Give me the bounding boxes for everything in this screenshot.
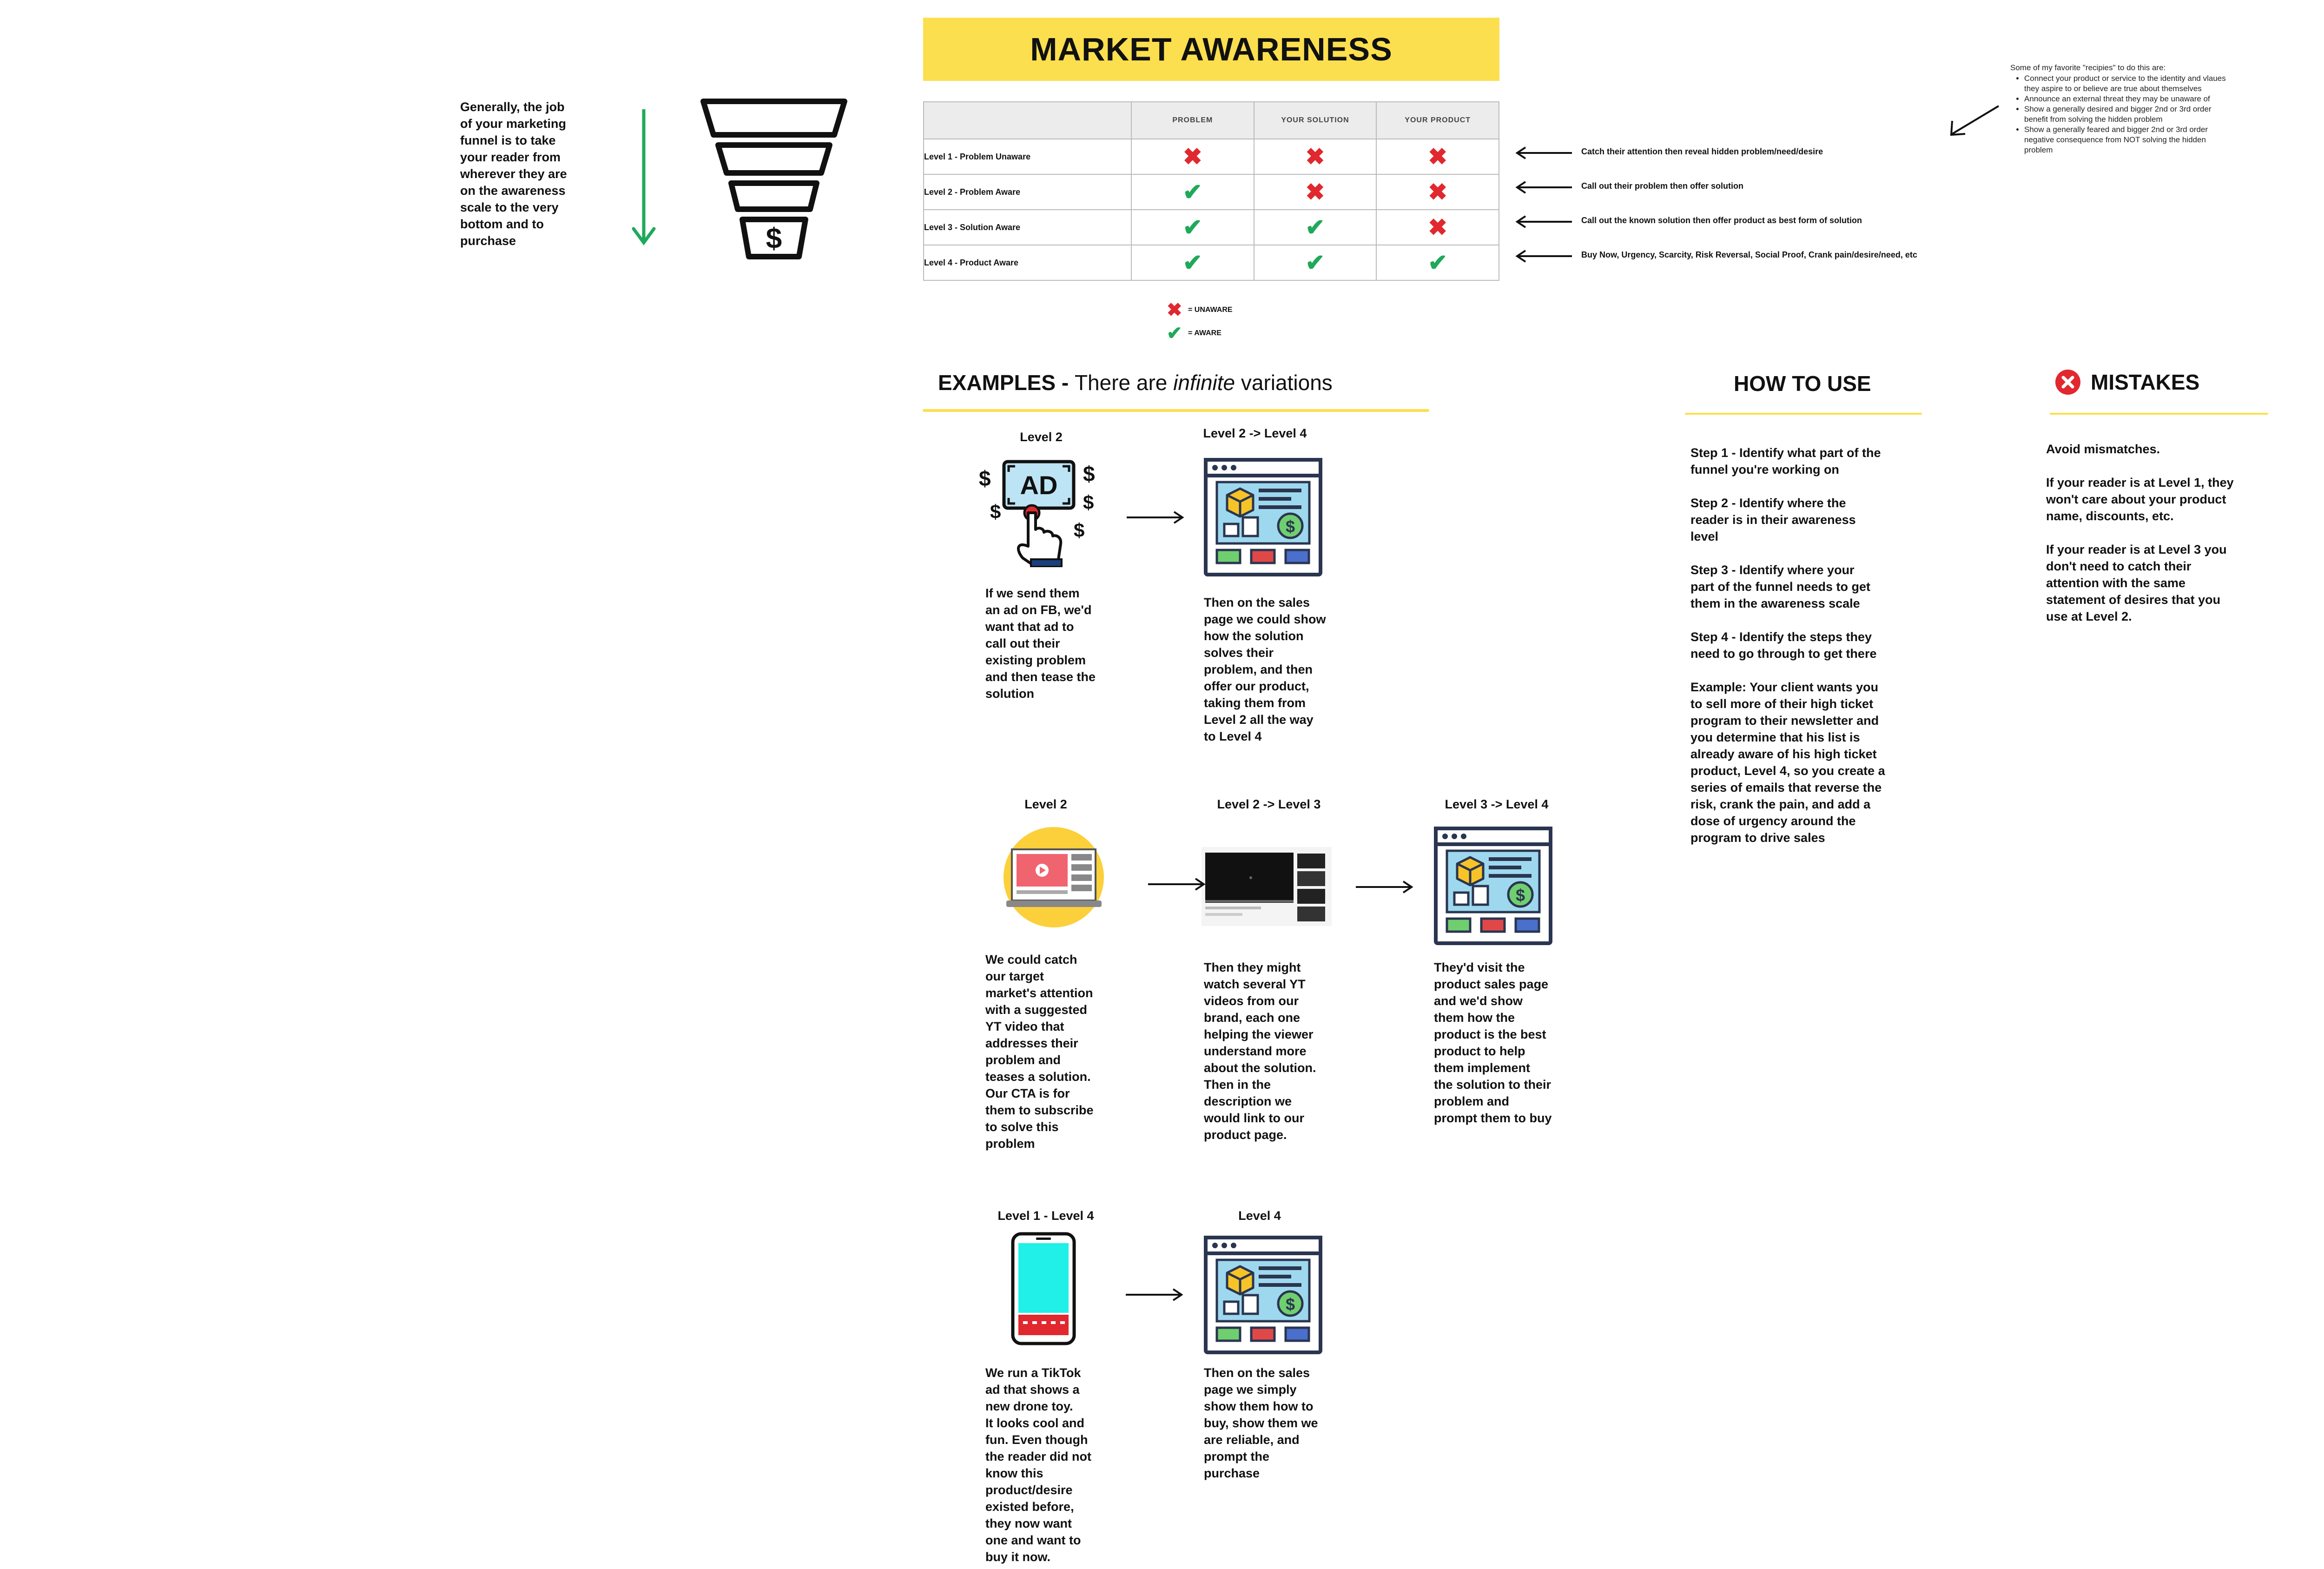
check-mark-icon: ✔ [1182,179,1202,205]
arrow-left-icon [1514,249,1575,263]
svg-text:$: $ [990,501,1001,523]
table-row [924,245,1499,280]
row-note: Call out their problem then offer solution [1581,181,1743,191]
row2-label-a: Level 2 [1024,797,1067,811]
sales-page-icon [1204,458,1322,579]
table-cell [1254,210,1377,245]
arrow-right-icon [1126,510,1186,524]
column-header: YOUR SOLUTION [1254,102,1377,139]
table-cell [1131,139,1254,174]
intro-text: Generally, the job of your marketing funnel is to take your reader from wherever they are on the awareness scale to the very bottom and to purchase [460,100,567,248]
row3-label-b: Level 4 [1238,1209,1281,1223]
row-note: Catch their attention then reveal hidden problem/need/desire [1581,147,1823,156]
row1-label-b: Level 2 -> Level 4 [1203,426,1307,440]
row-note: Call out the known solution then offer product as best form of solution [1581,216,1862,225]
mistakes-underline [2050,413,2268,415]
table-cell [1376,174,1499,210]
sales-page-icon [1434,827,1552,947]
arrow-left-icon [1514,146,1575,160]
svg-text:$: $ [1285,1295,1295,1314]
examples-underline [923,409,1429,412]
mistakes-heading: MISTAKES [2054,369,2199,396]
arrow-right-icon [1147,877,1208,891]
page-title: MARKET AWARENESS [1030,31,1393,67]
table-cell [1131,174,1254,210]
check-mark-icon: ✔ [1305,250,1325,276]
legend [1167,298,1233,345]
arrow-left-icon [1514,180,1575,194]
table-cell [1254,245,1377,280]
row-label: Level 1 - Problem Unaware [924,139,1131,174]
awareness-table [923,101,1499,281]
table-row [924,210,1499,245]
recipe-item: • Connect your product or service to the identity and vlaues they aspire to or believe are true about themselves [2024,73,2324,94]
check-mark-icon: ✔ [1167,323,1182,344]
arrow-right-icon [1355,880,1415,894]
column-header: PROBLEM [1131,102,1254,139]
check-mark-icon: ✔ [1305,214,1325,240]
how-to-use-underline [1685,413,1922,415]
arrow-right-icon [1125,1288,1185,1302]
tiktok-phone-icon [1011,1232,1076,1346]
youtube-laptop-icon [1002,825,1106,930]
recipe-item: • Announce an external threat they may be unaware of [2024,94,2324,104]
row3-text-a: We run a TikTok ad that shows a new drone toy. It looks cool and fun. Even though the reader did not know this product/desire existed before, they now want one and want to buy it now. [985,1366,1092,1564]
column-header: YOUR PRODUCT [1376,102,1499,139]
how-to-use-heading: HOW TO USE [1734,371,1871,396]
row2-label-b: Level 2 -> Level 3 [1217,797,1321,811]
pointer-arrow-icon [1948,102,2003,139]
x-mark-icon: ✖ [1167,300,1182,320]
row-label: Level 2 - Problem Aware [924,174,1131,210]
row-note: Buy Now, Urgency, Scarcity, Risk Reversal, Social Proof, Crank pain/desire/need, etc [1581,250,1917,259]
recipe-item: • Show a generally feared and bigger 2nd or 3rd order negative consequence from NOT solving the hidden problem [2024,125,2324,155]
svg-text:$: $ [1285,517,1295,536]
row2-text-b: Then they might watch several YT videos from our brand, each one helping the viewer understand more about the solution. Then in the description we would link to our product page. [1204,960,1316,1142]
check-mark-icon: ✔ [1182,214,1202,240]
arrow-left-icon [1514,215,1575,229]
ad-click-icon [976,453,1097,567]
sales-page-icon [1204,1236,1322,1357]
x-mark-icon: ✖ [1428,214,1448,240]
mistakes-text: Avoid mismatches. If your reader is at Level 1, they won't care about your product name, discounts, etc. If your reader is at Level 3 you don't need to catch their attention with the same statement of desires that you use at Level 2. [2046,442,2234,623]
legend-unaware: = UNAWARE [1188,306,1233,314]
row2-text-a: We could catch our target market's attention with a suggested YT video that addresses their problem and teases a solution. Our CTA is for them to subscribe to solve this problem [985,953,1094,1151]
table-cell [1254,139,1377,174]
row1-label-a: Level 2 [1020,430,1063,444]
how-to-use-text: Step 1 - Identify what part of the funnel you're working on Step 2 - Identify where the reader is in their awareness level Step 3 - Identify where your part of the funnel needs to get them in the awareness scale Step 4 - Identify the steps they need to go through to get there Example: Your client wants you to sell more of their high ticket program to their newsletter and you determine that his list is already aware of his high ticket product, Level 4, so you create a series of emails that reverse the risk, crank the pain, and add a dose of urgency around the program to drive sales [1690,446,1885,845]
title-banner [923,18,1499,81]
recipes-block [2010,63,2324,155]
examples-heading: EXAMPLES - There are infinite variations [938,371,1333,395]
recipes-intro: Some of my favorite "recipies" to do this are: [2010,63,2166,72]
row1-text-a: If we send them an ad on FB, we'd want that ad to call out their existing problem and then tease the solution [985,586,1096,701]
check-mark-icon: ✔ [1182,250,1202,276]
funnel-icon [700,99,848,266]
error-circle-icon [2054,369,2081,396]
table-row [924,139,1499,174]
table-cell [1131,245,1254,280]
svg-text:$: $ [979,466,991,490]
svg-text:$: $ [1515,886,1525,905]
svg-text:$: $ [1074,519,1085,541]
x-mark-icon: ✖ [1428,179,1448,205]
row-label: Level 4 - Product Aware [924,245,1131,280]
table-row [924,174,1499,210]
svg-text:$: $ [1083,491,1094,513]
x-mark-icon: ✖ [1305,144,1325,170]
table-cell [1254,174,1377,210]
row1-text-b: Then on the sales page we could show how the solution solves their problem, and then offer our product, taking them from Level 2 all the way to Level 4 [1204,596,1326,743]
row2-label-c: Level 3 -> Level 4 [1445,797,1549,811]
table-cell [1376,245,1499,280]
row-label: Level 3 - Solution Aware [924,210,1131,245]
row3-text-b: Then on the sales page we simply show them how to buy, show them we are reliable, and prompt the purchase [1204,1366,1318,1480]
table-corner [924,102,1131,139]
row3-label-a: Level 1 - Level 4 [997,1209,1094,1223]
row2-text-c: They'd visit the product sales page and we'd show them how the product is the best product to help them implement the solution to their problem and prompt them to buy [1434,960,1552,1125]
funnel-dollar-sign: $ [766,223,782,255]
x-mark-icon: ✖ [1305,179,1325,205]
youtube-page-screenshot-icon [1202,847,1332,926]
down-arrow-icon [630,107,658,246]
legend-aware: = AWARE [1188,329,1221,337]
x-mark-icon: ✖ [1182,144,1202,170]
ad-text: AD [1020,470,1058,500]
svg-text:$: $ [1083,462,1095,486]
table-cell [1376,210,1499,245]
table-header-row [924,102,1499,139]
table-cell [1131,210,1254,245]
table-cell [1376,139,1499,174]
check-mark-icon: ✔ [1428,250,1448,276]
recipe-item: • Show a generally desired and bigger 2nd or 3rd order benefit from solving the hidden problem [2024,104,2324,125]
x-mark-icon: ✖ [1428,144,1448,170]
